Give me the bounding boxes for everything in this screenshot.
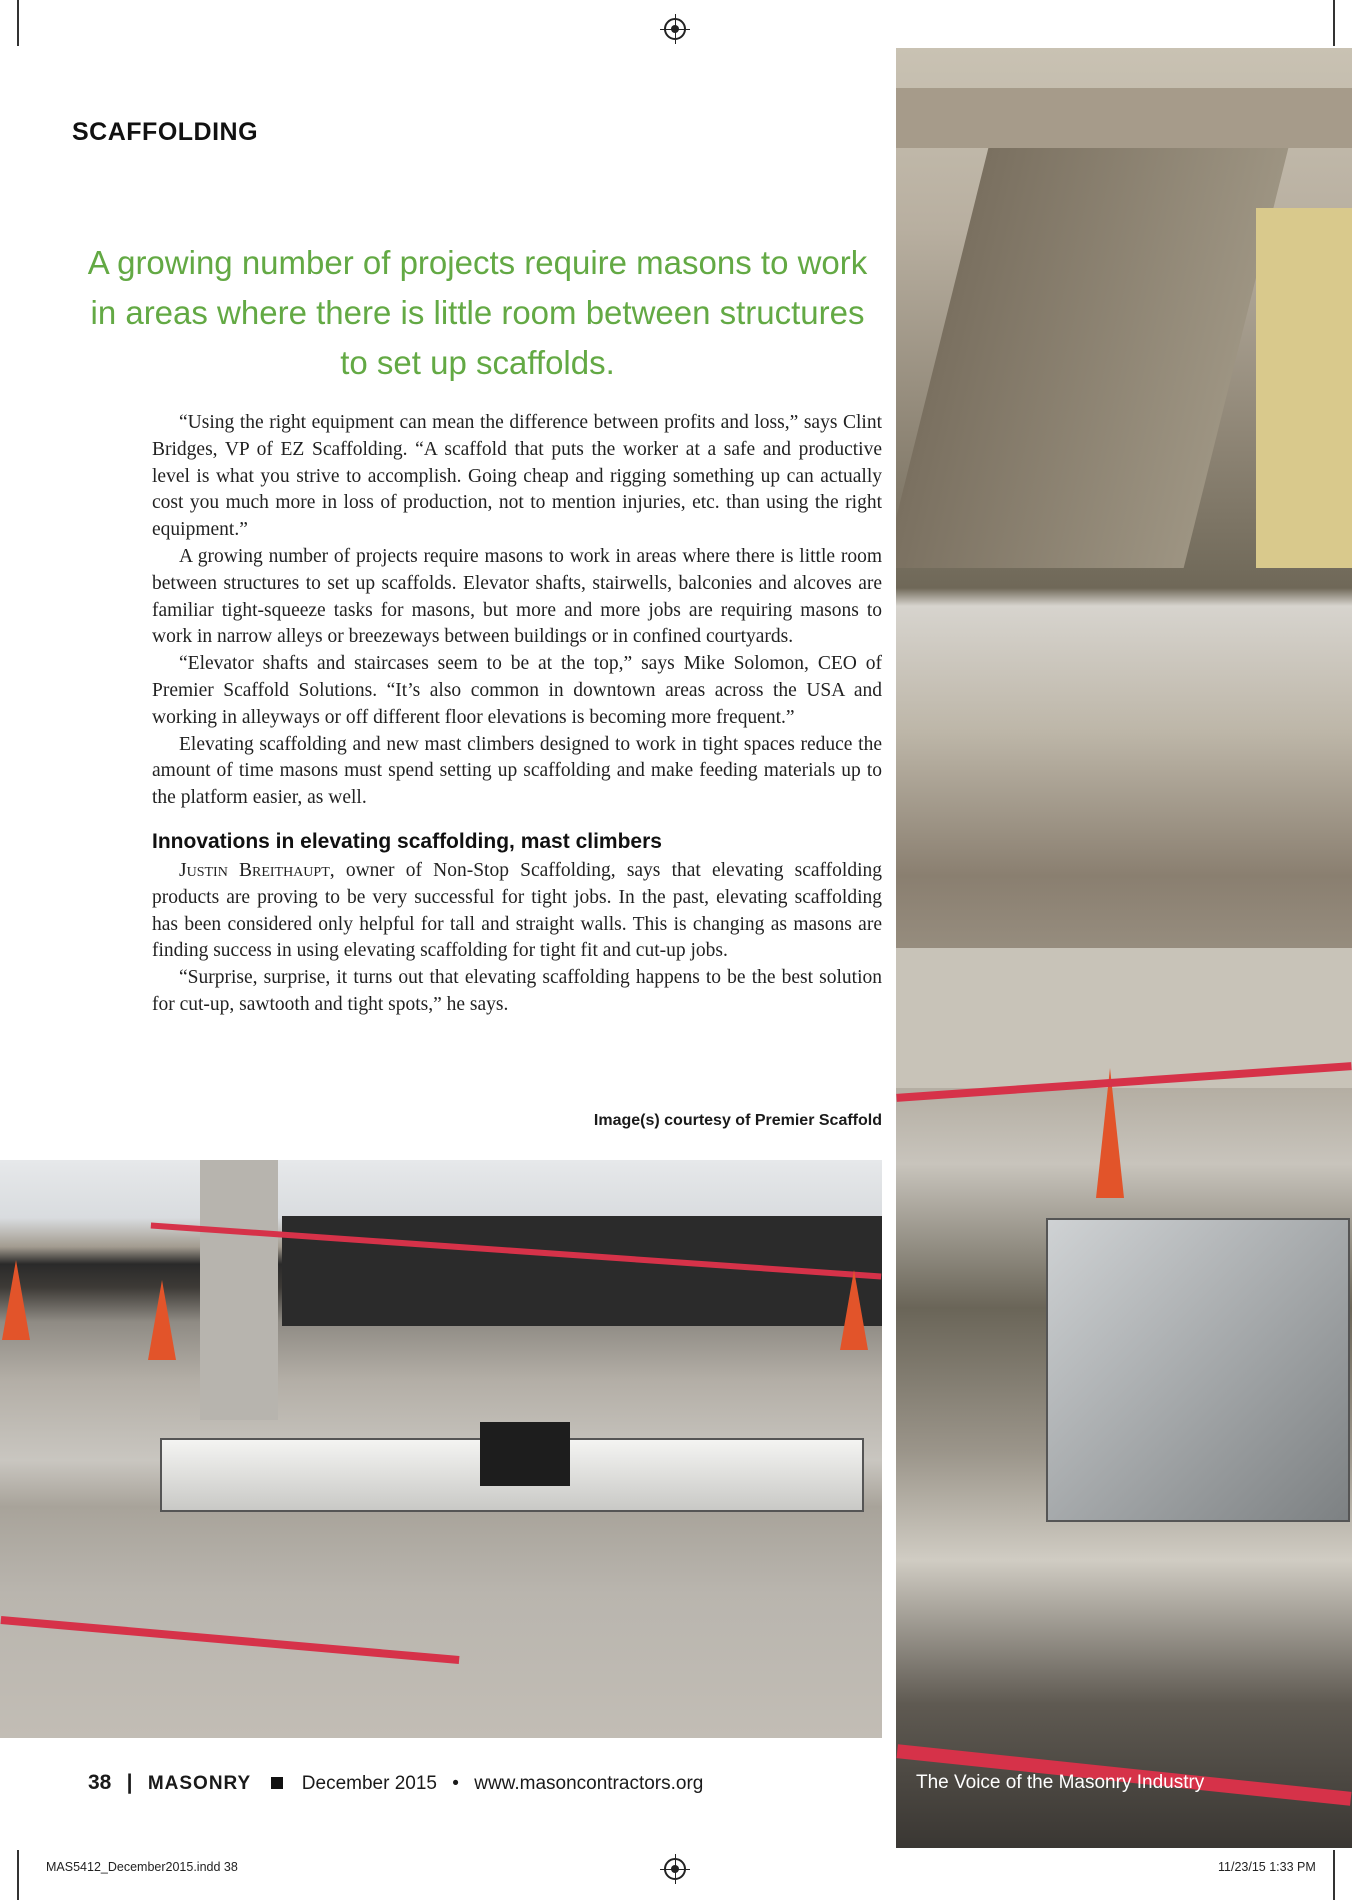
crop-mark-top-right [1333,0,1335,46]
registration-mark-icon [664,18,686,40]
caution-tape [1,1616,460,1664]
magazine-name: MASONRY [147,1773,252,1794]
pull-quote: A growing number of projects require masons to work in areas where there is little room between structures to set up scaffolds. [87,244,868,381]
concrete-beam [896,88,1352,148]
lead-name: Justin Breithaupt [179,859,330,881]
issue-date: December 2015 [301,1773,437,1794]
article-paragraph: Elevating scaffolding and new mast climbers designed to work in tight spaces reduce the amount of time masons must spend setting up scaffolding and make feeding materials up to the platform easier, as well. [152,733,882,809]
square-bullet-icon [271,1777,283,1789]
website-link[interactable]: www.masoncontractors.org [474,1773,704,1794]
article-paragraph: A growing number of projects require masons to work in areas where there is little room between structures to set up scaffolds. Elevator shafts, stairwells, balconies and alcoves are familiar tight-squeeze tasks for masons, but more and more jobs are requiring masons to work in narrow alleys or breezeways between buildings or in confined courtyards. [152,545,882,648]
slug-timestamp: 11/23/15 1:33 PM [1218,1860,1316,1874]
article-paragraph: “Surprise, surprise, it turns out that elevating scaffolding happens to be the best solution for cut-up, sawtooth and tight spots,” he says. [152,967,882,1015]
photo-elevating-scaffold [896,48,1352,1848]
page-number: 38 [88,1771,112,1794]
lead-text: , owner of Non-Stop Scaffolding, says that elevating scaffolding products are proving to be very successful for tight jobs. In the past, elevating scaffolding has been considered only helpful for tall and straight walls. This is changing as masons are finding success in using elevating scaffolding for tight fit and cut-up jobs. [152,859,882,962]
section-label: SCAFFOLDING [72,118,259,146]
crop-mark-bottom-left [17,1850,19,1900]
registration-mark-icon [664,1858,686,1880]
article-paragraph [152,858,882,965]
article-subhead: Innovations in elevating scaffolding, mast climbers [152,829,662,853]
photo-mast-climber-pit [0,1160,882,1738]
slug-file-name: MAS5412_December2015.indd 38 [46,1860,238,1874]
article-body [152,410,882,1019]
footer-bullet: • [452,1773,459,1794]
article-paragraph: “Elevator shafts and staircases seem to be at the top,” says Mike Solomon, CEO of Premier Scaffold Solutions. “It’s also common in downtown areas across the USA and working in alleyways or off different floor elevations is becoming more frequent.” [152,653,882,728]
concrete-beam [896,148,1288,568]
page-footer [88,1771,888,1795]
building-wall [1256,208,1352,568]
mast-climber-base [480,1422,570,1486]
crop-mark-top-left [17,0,19,46]
image-credit: Image(s) courtesy of Premier Scaffold [593,1112,882,1129]
crop-mark-bottom-right [1333,1850,1335,1900]
steel-deck-plate [1046,1218,1350,1522]
article-paragraph: “Using the right equipment can mean the difference between profits and loss,” says Clint Bridges, VP of EZ Scaffolding. “A scaffold that puts the worker at a safe and productive level is what you strive to accomplish. Going cheap and rigging something up can actually cost you much more in loss of production, not to mention injuries, etc. than using the right equipment.” [152,412,882,541]
safety-cone [2,1260,30,1340]
concrete-column [200,1160,278,1420]
footer-separator: | [126,1771,133,1794]
safety-cone [148,1280,176,1360]
magazine-tagline: The Voice of the Masonry Industry [916,1772,1205,1793]
safety-cone [840,1270,868,1350]
